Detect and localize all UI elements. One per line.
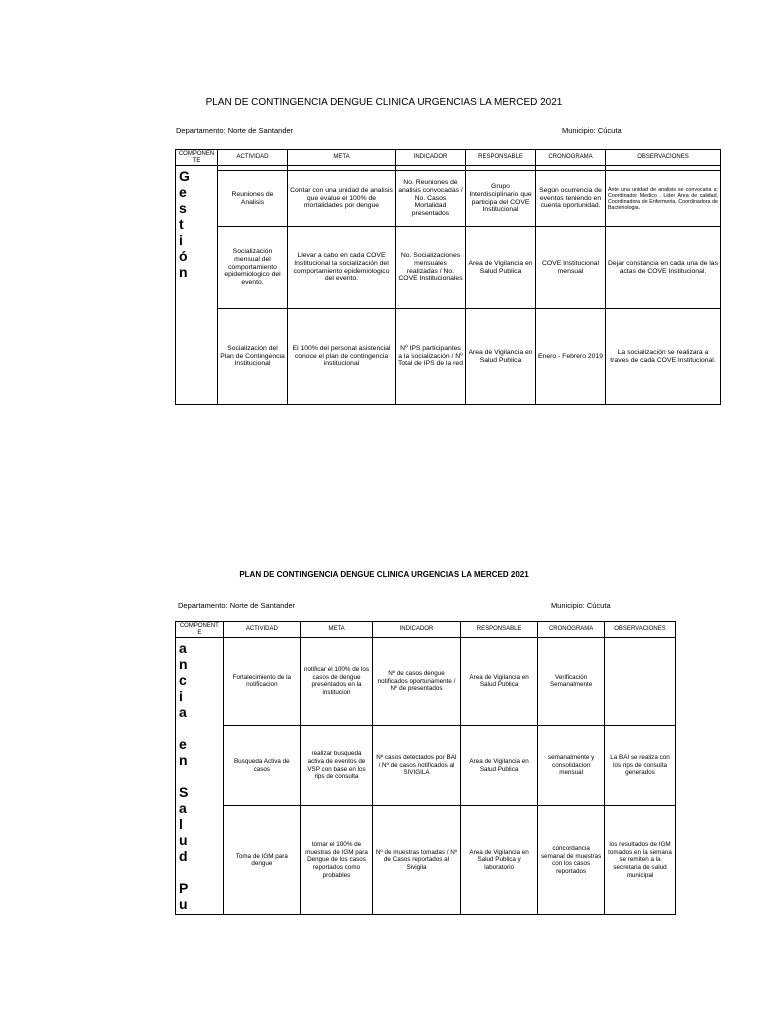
cronograma-cell: Según ocurrencia de eventos teniendo en cuenta oportunidad. [536, 171, 606, 227]
table-row [176, 171, 721, 227]
plan-title-1: PLAN DE CONTINGENCIA DENGUE CLINICA URGENCIAS LA MERCED 2021 [205, 97, 563, 108]
observaciones-cell: La socialización se realizara a traves de cada COVE Institucional. [606, 309, 721, 405]
cronograma-cell: Enero - Febrero 2019 [536, 309, 606, 405]
responsable-cell: Area de Vigilancia en Salud Publica [460, 638, 537, 726]
header-meta: META [300, 622, 372, 638]
observaciones-cell: los resultados de IGM tomados en la semana se remiten a la secretaria de salud municipal [605, 806, 676, 915]
indicador-cell: No. Socializaciones mensuales realizadas / No. COVE Institucionales [396, 227, 466, 309]
cronograma-cell: concordancia semanal de muestras con los casos reportados [538, 806, 605, 915]
responsable-cell: Area de Vigilancia en Salud Publica [466, 227, 536, 309]
actividad-cell: Socialización del Plan de Contingencia Institucional [218, 309, 288, 405]
header-cronograma: CRONOGRAMA [536, 150, 606, 166]
table-row [176, 725, 676, 806]
header-responsable: RESPONSABLE [460, 622, 537, 638]
header-observaciones: OBSERVACIONES [605, 622, 676, 638]
actividad-cell: Socialización mensual del comportamiento epidemiologico del evento. [218, 227, 288, 309]
header-actividad: ACTIVIDAD [218, 150, 288, 166]
meta-cell: Llevar a cabo en cada COVE Institucional la socialización del comportamiento epidemiologico del evento. [288, 227, 396, 309]
cronograma-cell: Verificación Semanalmente [538, 638, 605, 726]
indicador-cell: Nº de casos dengue notificados oportunamente / Nº de presentados [373, 638, 461, 726]
responsable-cell: Area de Vigilancia en Salud Publica [460, 725, 537, 806]
component-label: a n c i a e n S a l u d P u [176, 638, 224, 915]
observaciones-cell: La BAI se realiza con los rips de consulta generados [605, 725, 676, 806]
indicador-cell: Nº de muestras tomadas / Nº de Casos reportados al Sivigila [373, 806, 461, 915]
actividad-cell: Busqueda Activa de casos [223, 725, 300, 806]
observaciones-cell: Dejar constancia en cada una de las actas de COVE Institucional. [606, 227, 721, 309]
observaciones-cell [605, 638, 676, 726]
actividad-cell: Reuniones de Analisis [218, 171, 288, 227]
table-header-row [176, 150, 721, 166]
actividad-cell: Toma de IGM para dengue [223, 806, 300, 915]
municipio-label-2: Municipio: Cúcuta [551, 601, 611, 610]
header-observaciones: OBSERVACIONES [606, 150, 721, 166]
departamento-label-2: Departamento: Norte de Santander [178, 601, 296, 610]
header-meta: META [288, 150, 396, 166]
contingency-table-1 [175, 149, 721, 405]
responsable-cell: Area de Vigilancia en Salud Publica y laboratorio [460, 806, 537, 915]
header-responsable: RESPONSABLE [466, 150, 536, 166]
table-row [176, 227, 721, 309]
component-label: G e s t i ó n [176, 166, 218, 405]
header-cronograma: CRONOGRAMA [538, 622, 605, 638]
meta-cell: tomar el 100% de muestras de IGM para Dengue de los casos reportados como probables [300, 806, 372, 915]
header-indicador: INDICADOR [373, 622, 461, 638]
cronograma-cell: semanalmente y consolidacion mensual [538, 725, 605, 806]
meta-cell: notificar el 100% de los casos de dengue presentados en la institucion [300, 638, 372, 726]
header-componente: COMPONENTE [176, 622, 224, 638]
meta-cell: realizar busqueda activa de eventos de VSP con base en los rips de consulta [300, 725, 372, 806]
header-componente: COMPONENTE [176, 150, 218, 166]
table-row [176, 638, 676, 726]
indicador-cell: Nº casos detectados por BAI / Nº de casos notificados al SIVIGILA [373, 725, 461, 806]
meta-cell: Contar con una unidad de analisis que evalue el 100% de mortalidades por dengue [288, 171, 396, 227]
plan-title-2: PLAN DE CONTINGENCIA DENGUE CLINICA URGENCIAS LA MERCED 2021 [239, 570, 529, 579]
contingency-table-2 [175, 621, 676, 915]
cronograma-cell: COVE Institucional mensual [536, 227, 606, 309]
indicador-cell: Nº IPS participantes a la socialización / Nº Total de IPS de la red [396, 309, 466, 405]
responsable-cell: Grupo Interdisciplinario que participa del COVE Institucional [466, 171, 536, 227]
header-indicador: INDICADOR [396, 150, 466, 166]
meta-cell: El 100% del personal asistencial conoce el plan de contingencia institucional [288, 309, 396, 405]
table-header-row [176, 622, 676, 638]
table-row [176, 309, 721, 405]
actividad-cell: Fortalecimiento de la notificacion [223, 638, 300, 726]
observaciones-cell: Ante una unidad de analisis se convocaria a: Coordinador Medico , Lider Area de calidad, Coordinadora de Enfermeria, Coordinadora de Bacteriologia. [606, 171, 721, 227]
departamento-label-1: Departamento: Norte de Santander [176, 126, 294, 135]
table-row [176, 806, 676, 915]
indicador-cell: No. Reuniones de analisis convocadas / No. Casos Mortalidad presentados [396, 171, 466, 227]
header-actividad: ACTIVIDAD [223, 622, 300, 638]
responsable-cell: Area de Vigilancia en Salud Publica [466, 309, 536, 405]
municipio-label-1: Municipio: Cúcuta [562, 126, 622, 135]
